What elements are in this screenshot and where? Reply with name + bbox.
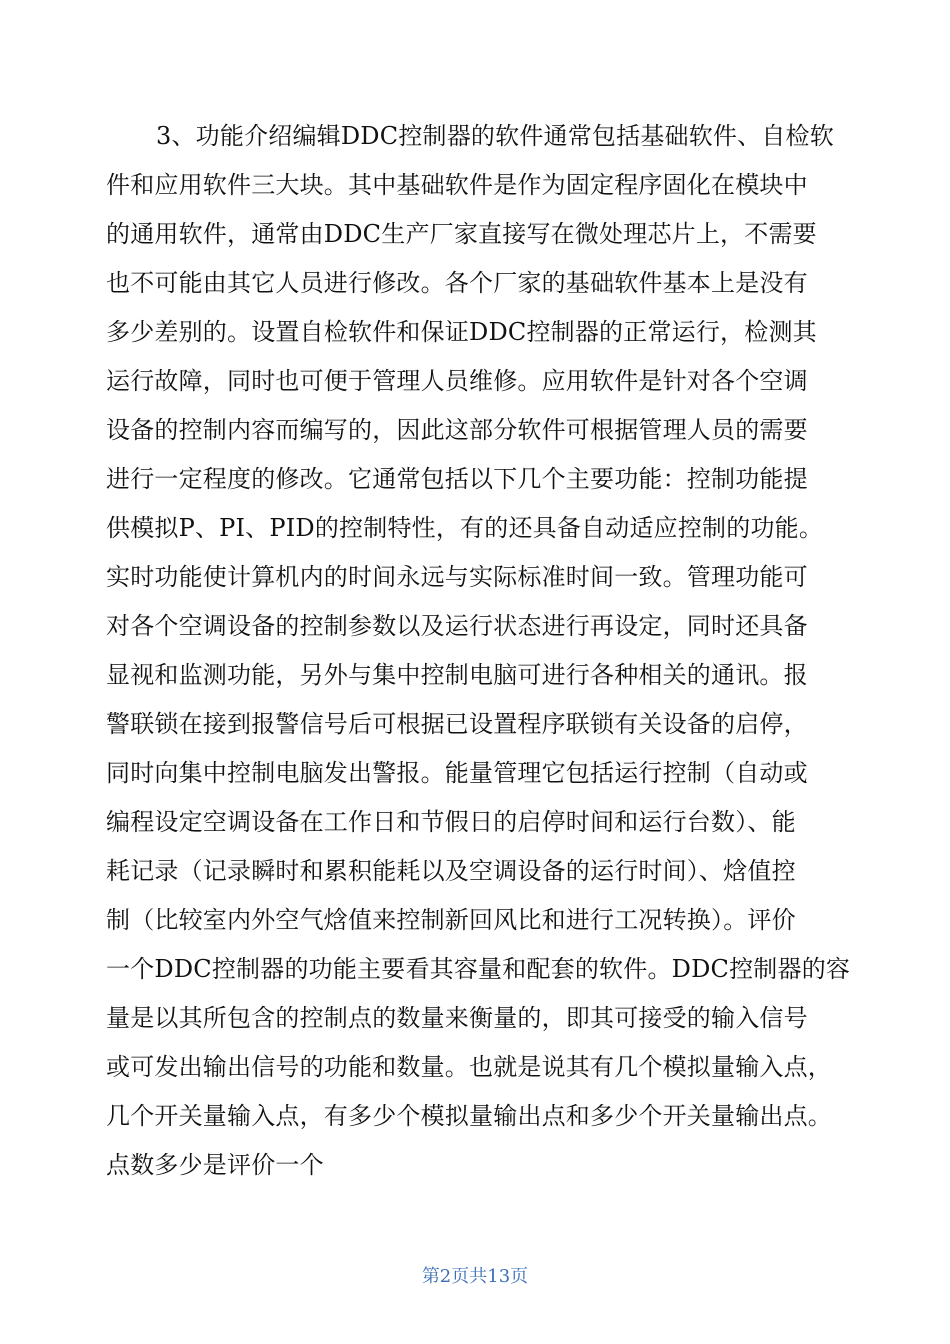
text-line: 显视和监测功能，另外与集中控制电脑可进行各种相关的通讯。报 <box>106 661 808 689</box>
page-number-footer: 第2页共13页 <box>421 1266 529 1287</box>
text-line: 编程设定空调设备在工作日和节假日的启停时间和运行台数）、能 <box>106 808 796 836</box>
text-line: 运行故障，同时也可便于管理人员维修。应用软件是针对各个空调 <box>106 367 808 395</box>
text-line: 多少差别的。设置自检软件和保证DDC控制器的正常运行，检测其 <box>106 318 817 346</box>
text-line: 或可发出输出信号的功能和数量。也就是说其有几个模拟量输入点， <box>106 1053 832 1081</box>
text-line: 设备的控制内容而编写的，因此这部分软件可根据管理人员的需要 <box>106 416 808 444</box>
text-line: 的通用软件，通常由DDC生产厂家直接写在微处理芯片上，不需要 <box>106 220 817 248</box>
text-line: 耗记录（记录瞬时和累积能耗以及空调设备的运行时间）、焓值控 <box>106 857 796 885</box>
text-line: 几个开关量输入点，有多少个模拟量输出点和多少个开关量输出点。 <box>106 1102 832 1130</box>
text-line: 进行一定程度的修改。它通常包括以下几个主要功能：控制功能提 <box>106 465 808 493</box>
text-line: 同时向集中控制电脑发出警报。能量管理它包括运行控制（自动或 <box>106 759 808 787</box>
text-line: 供模拟P、PI、PID的控制特性，有的还具备自动适应控制的功能。 <box>106 514 824 542</box>
text-line: 制（比较室内外空气焓值来控制新回风比和进行工况转换）。评价 <box>106 906 796 934</box>
text-line: 对各个空调设备的控制参数以及运行状态进行再设定，同时还具备 <box>106 612 808 640</box>
body-paragraph <box>106 112 851 1190</box>
text-line: 实时功能使计算机内的时间永远与实际标准时间一致。管理功能可 <box>106 563 808 591</box>
text-line: 警联锁在接到报警信号后可根据已设置程序联锁有关设备的启停， <box>106 710 808 738</box>
text-line: 量是以其所包含的控制点的数量来衡量的，即其可接受的输入信号 <box>106 1004 808 1032</box>
text-line: 3、功能介绍编辑DDC控制器的软件通常包括基础软件、自检软 <box>156 122 834 150</box>
text-line: 件和应用软件三大块。其中基础软件是作为固定程序固化在模块中 <box>106 171 808 199</box>
text-line: 点数多少是评价一个 <box>106 1151 324 1179</box>
text-line: 一个DDC控制器的功能主要看其容量和配套的软件。DDC控制器的容 <box>106 955 851 983</box>
text-line: 也不可能由其它人员进行修改。各个厂家的基础软件基本上是没有 <box>106 269 808 297</box>
